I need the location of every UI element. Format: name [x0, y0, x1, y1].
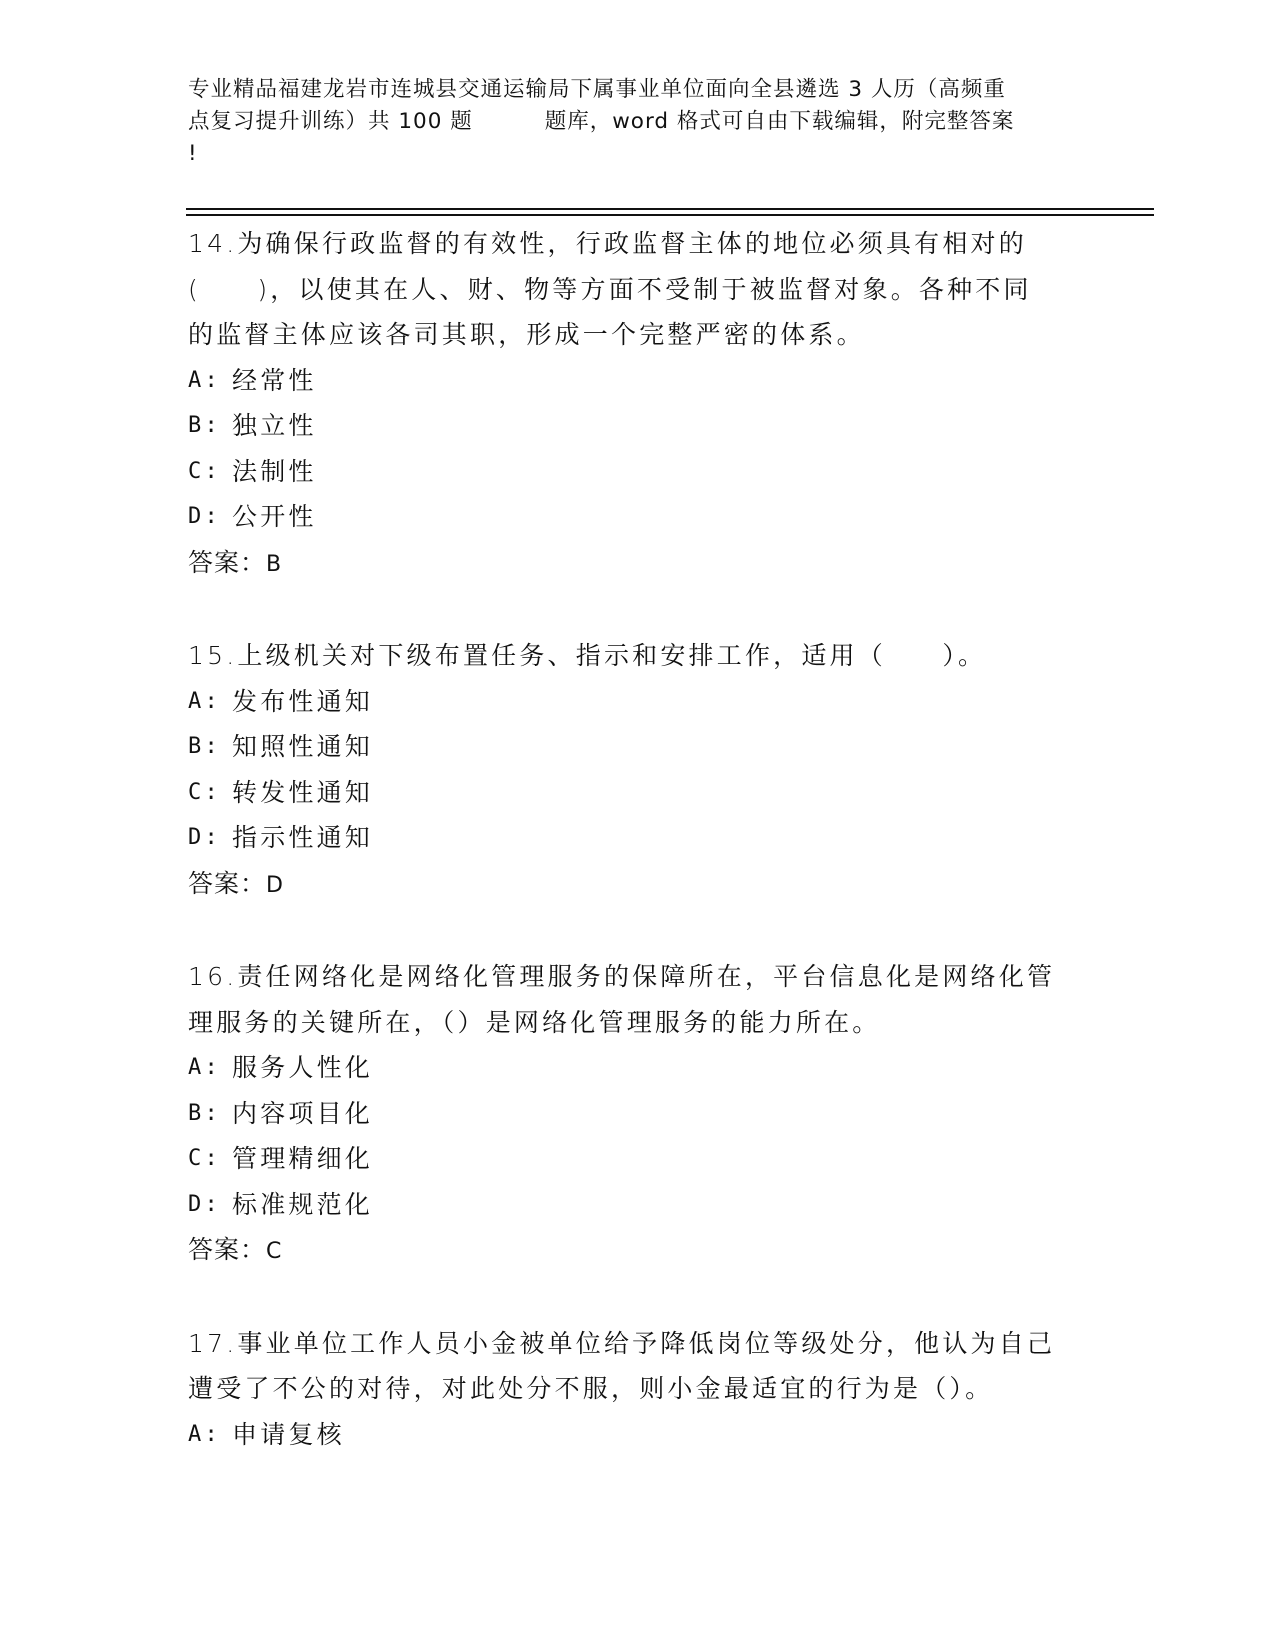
option-text: 公开性 [232, 502, 317, 531]
option-text: 法制性 [232, 456, 317, 486]
question-text-line: 15.上级机关对下级布置任务、指示和安排工作，适用（ ）。 [188, 641, 987, 670]
header-line-2 [188, 106, 1088, 138]
question-list [188, 221, 1088, 1457]
option-d [188, 494, 1088, 540]
option-c [188, 449, 1088, 495]
option-letter: A: [188, 1421, 221, 1447]
option-text: 指示性通知 [232, 823, 374, 852]
option-letter: D: [188, 825, 221, 850]
option-text: 服务人性化 [232, 1053, 374, 1082]
answer-value: B [266, 551, 283, 577]
answer-line [188, 1227, 1088, 1275]
option-letter: A: [188, 1055, 221, 1080]
answer-label: 答案： [188, 1235, 267, 1264]
option-letter: D: [188, 504, 221, 529]
header-line-2-part-a: 点复习提升训练）共 100 题 [188, 109, 473, 134]
option-text: 标准规范化 [232, 1189, 374, 1219]
question-text-line: 的监督主体应该各司其职，形成一个完整严密的体系。 [188, 320, 865, 349]
option-text: 管理精细化 [232, 1144, 374, 1173]
option-letter: A: [188, 367, 221, 393]
answer-label: 答案： [188, 547, 267, 577]
option-letter: B: [188, 413, 221, 438]
question-text-line: 14.为确保行政监督的有效性，行政监督主体的地位必须具有相对的 [188, 229, 1027, 258]
option-text: 知照性通知 [232, 732, 374, 761]
option-d [188, 815, 1088, 861]
header-line-1: 专业精品福建龙岩市连城县交通运输局下属事业单位面向全县遴选 3 人历（高频重 [188, 77, 1006, 102]
option-letter: C: [188, 1146, 221, 1171]
header-divider-bottom [186, 214, 1154, 216]
option-letter: B: [188, 734, 221, 759]
question-text-line: 17.事业单位工作人员小金被单位给予降低岗位等级处分，他认为自己 [188, 1328, 1056, 1358]
option-b [188, 724, 1088, 770]
option-a [188, 1045, 1088, 1091]
option-a [188, 1412, 1088, 1458]
option-c [188, 1136, 1088, 1182]
option-a [188, 679, 1088, 725]
question-15 [188, 633, 1088, 908]
question-text-line: ( )，以使其在人、财、物等方面不受制于被监督对象。各种不同 [188, 274, 1032, 304]
document-header [188, 74, 1088, 170]
option-b [188, 1091, 1088, 1137]
option-letter: B: [188, 1100, 221, 1126]
question-16 [188, 954, 1088, 1275]
answer-label: 答案： [188, 868, 267, 898]
option-d [188, 1182, 1088, 1228]
option-letter: A: [188, 688, 221, 714]
answer-line [188, 861, 1088, 909]
question-17 [188, 1321, 1088, 1458]
option-letter: C: [188, 458, 221, 484]
option-a [188, 358, 1088, 404]
option-b [188, 403, 1088, 449]
answer-line [188, 540, 1088, 588]
question-text-line: 遭受了不公的对待，对此处分不服，则小金最适宜的行为是（）。 [188, 1374, 994, 1403]
option-c [188, 770, 1088, 816]
header-line-2-part-b: 题库，word 格式可自由下载编辑，附完整答案 [544, 109, 1015, 134]
answer-value: D [266, 872, 284, 898]
option-text: 申请复核 [232, 1419, 345, 1449]
answer-value: C [266, 1239, 283, 1264]
question-text-line: 16.责任网络化是网络化管理服务的保障所在，平台信息化是网络化管 [188, 962, 1056, 991]
option-text: 经常性 [232, 365, 317, 395]
header-line-3: ! [188, 141, 198, 166]
question-14 [188, 221, 1088, 587]
option-letter: C: [188, 779, 221, 805]
option-text: 发布性通知 [232, 686, 374, 716]
option-text: 内容项目化 [232, 1098, 374, 1128]
question-text-line: 理服务的关键所在，（）是网络化管理服务的能力所在。 [188, 1007, 881, 1037]
option-text: 转发性通知 [232, 777, 374, 807]
option-text: 独立性 [232, 411, 317, 440]
header-divider-top [186, 208, 1154, 210]
option-letter: D: [188, 1191, 221, 1217]
